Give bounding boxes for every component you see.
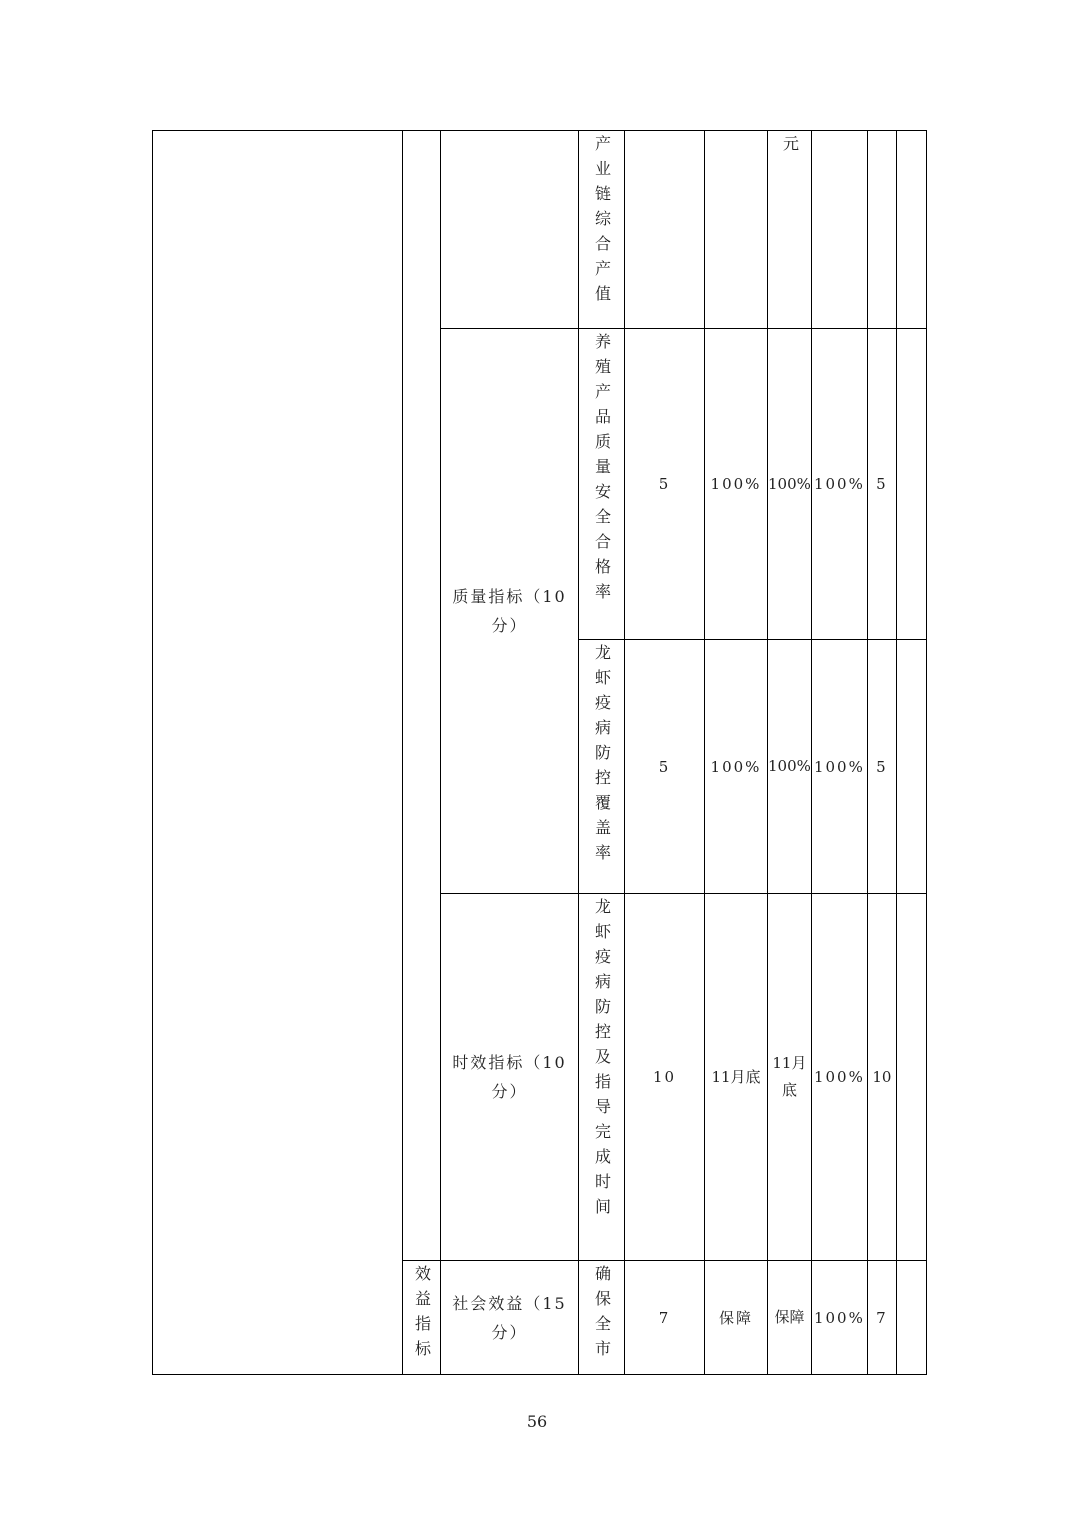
actual-cell bbox=[768, 1261, 812, 1375]
weight-cell bbox=[625, 640, 705, 894]
target-cell bbox=[705, 894, 768, 1261]
indicator-cell bbox=[579, 131, 625, 329]
target-value: 保障 bbox=[718, 1308, 753, 1327]
category-text: 社会效益（15分） bbox=[452, 1293, 567, 1342]
table-row bbox=[153, 131, 927, 329]
remark-cell bbox=[896, 1261, 926, 1375]
rate-value: 100% bbox=[813, 1068, 865, 1086]
blank-level1-cell bbox=[153, 131, 403, 1375]
weight-cell bbox=[625, 329, 705, 640]
category-cell bbox=[441, 894, 579, 1261]
indicator-cell bbox=[579, 329, 625, 640]
score-cell bbox=[867, 640, 896, 894]
blank-category-cell bbox=[441, 131, 579, 329]
page-number: 56 bbox=[526, 1412, 548, 1431]
indicator-text: 龙虾疫病防控覆盖率 bbox=[592, 644, 612, 869]
weight-value: 10 bbox=[652, 1068, 677, 1086]
indicator-cell bbox=[579, 1261, 625, 1375]
rate-value: 100% bbox=[813, 1308, 865, 1327]
category-cell bbox=[441, 329, 579, 894]
target-cell bbox=[705, 1261, 768, 1375]
score-value: 5 bbox=[876, 757, 888, 776]
score-cell bbox=[867, 131, 896, 329]
actual-value: 100% bbox=[768, 474, 811, 493]
actual-value: 11月底 bbox=[772, 1054, 807, 1099]
score-value: 7 bbox=[876, 1308, 888, 1327]
actual-value: 保障 bbox=[774, 1308, 805, 1326]
target-cell bbox=[705, 131, 768, 329]
weight-value: 5 bbox=[658, 475, 671, 493]
score-cell bbox=[867, 894, 896, 1261]
performance-evaluation-table bbox=[152, 130, 927, 1375]
level2-text: 效益指标 bbox=[412, 1265, 432, 1365]
level2-cell bbox=[403, 1261, 441, 1375]
weight-cell bbox=[625, 131, 705, 329]
category-cell bbox=[441, 1261, 579, 1375]
category-text: 质量指标（10分） bbox=[452, 587, 567, 635]
rate-cell bbox=[811, 131, 867, 329]
actual-cell bbox=[768, 894, 812, 1261]
actual-value: 100% bbox=[768, 757, 811, 775]
weight-cell bbox=[625, 894, 705, 1261]
score-cell bbox=[867, 1261, 896, 1375]
actual-cell bbox=[768, 131, 812, 329]
indicator-text: 养殖产品质量安全合格率 bbox=[592, 333, 612, 608]
remark-cell bbox=[896, 131, 926, 329]
score-value: 10 bbox=[872, 1067, 892, 1086]
rate-cell bbox=[811, 640, 867, 894]
rate-value: 100% bbox=[813, 475, 865, 493]
actual-cell bbox=[768, 640, 812, 894]
remark-cell bbox=[896, 329, 926, 640]
rate-value: 100% bbox=[813, 757, 865, 776]
target-value: 100% bbox=[710, 757, 762, 776]
rate-cell bbox=[811, 329, 867, 640]
target-cell bbox=[705, 329, 768, 640]
rate-cell bbox=[811, 894, 867, 1261]
category-text: 时效指标（10分） bbox=[452, 1053, 567, 1101]
indicator-cell bbox=[579, 894, 625, 1261]
remark-cell bbox=[896, 894, 926, 1261]
indicator-cell bbox=[579, 640, 625, 894]
weight-cell bbox=[625, 1261, 705, 1375]
indicator-text: 产业链综合产值 bbox=[592, 135, 612, 310]
weight-value: 7 bbox=[658, 1308, 671, 1327]
score-value: 5 bbox=[876, 475, 888, 493]
target-value: 100% bbox=[710, 475, 762, 493]
remark-cell bbox=[896, 640, 926, 894]
indicator-text: 龙虾疫病防控及指导完成时间 bbox=[592, 898, 612, 1223]
blank-level2-cell bbox=[403, 131, 441, 1261]
actual-cell bbox=[768, 329, 812, 640]
indicator-text: 确保全市 bbox=[592, 1265, 612, 1365]
rate-cell bbox=[811, 1261, 867, 1375]
target-value: 11月底 bbox=[711, 1067, 761, 1086]
weight-value: 5 bbox=[658, 757, 671, 776]
actual-unit-text: 元 bbox=[780, 135, 800, 160]
target-cell bbox=[705, 640, 768, 894]
score-cell bbox=[867, 329, 896, 640]
